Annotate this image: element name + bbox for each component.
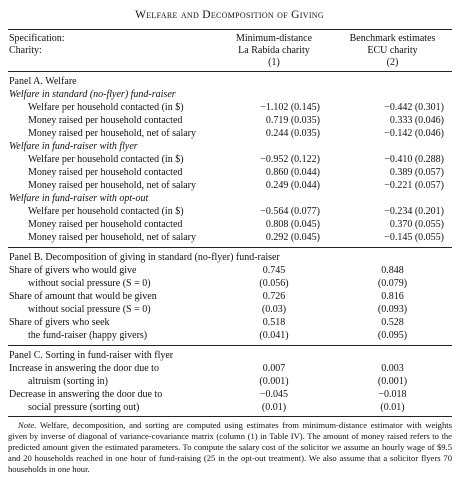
table-row: Money raised per household, net of salary 0.244 (0.035) −0.142 (0.046) bbox=[28, 128, 444, 139]
table-row: Money raised per household contacted 0.808 (0.045) 0.370 (0.055) bbox=[28, 219, 444, 230]
charity-label: Charity: bbox=[9, 45, 42, 56]
note-label: Note. bbox=[18, 420, 37, 430]
table-row: Money raised per household contacted 0.860 (0.044) 0.389 (0.057) bbox=[28, 167, 444, 178]
col1-header-num: (1) bbox=[268, 57, 280, 68]
panel-b-title: Panel B. Decomposition of giving in standard (no-flyer) fund-raiser bbox=[9, 252, 280, 263]
spec-label: Specification: bbox=[9, 33, 65, 44]
table-row: Money raised per household contacted 0.719 (0.035) 0.333 (0.046) bbox=[28, 115, 444, 126]
table-row: Welfare per household contacted (in $) −1.102 (0.145) −0.442 (0.301) bbox=[28, 102, 444, 113]
header-rule bbox=[8, 71, 452, 72]
panel-a-group-heading: Welfare in fund-raiser with flyer bbox=[9, 141, 138, 152]
col1-header-line1: Minimum-distance bbox=[235, 33, 313, 44]
table-title: Welfare and Decomposition of Giving bbox=[135, 9, 324, 21]
table-row: Share of givers who would give 0.745 0.848 bbox=[9, 265, 404, 276]
table-row: Money raised per household, net of salary 0.249 (0.044) −0.221 (0.057) bbox=[28, 180, 444, 191]
col2-header-line1: Benchmark estimates bbox=[349, 33, 436, 44]
table-row: Share of amount that would be given 0.726 0.816 bbox=[9, 291, 404, 302]
col1-header-line2: La Rabida charity bbox=[238, 45, 310, 56]
table-row: altruism (sorting in) (0.001) (0.001) bbox=[28, 376, 408, 387]
top-rule bbox=[8, 29, 452, 30]
table-row: social pressure (sorting out) (0.01) (0.01) bbox=[28, 402, 405, 413]
table-row: Welfare per household contacted (in $) −0.952 (0.122) −0.410 (0.288) bbox=[28, 154, 444, 165]
table-row: Share of givers who seek 0.518 0.528 bbox=[9, 317, 404, 328]
col2-header-num: (2) bbox=[386, 57, 399, 68]
table-row: Money raised per household, net of salary 0.292 (0.045) −0.145 (0.055) bbox=[28, 232, 444, 243]
table-row: Decrease in answering the door due to −0.045 −0.018 bbox=[9, 389, 407, 400]
panel-a-rule bbox=[8, 247, 452, 248]
panel-a-title: Panel A. Welfare bbox=[9, 76, 77, 87]
table-note bbox=[8, 420, 452, 475]
table-row: Welfare per household contacted (in $) −0.564 (0.077) −0.234 (0.201) bbox=[28, 206, 444, 217]
col2-header-line2: ECU charity bbox=[367, 45, 418, 56]
panel-b-rule bbox=[8, 345, 452, 346]
panel-a-group-heading: Welfare in standard (no-flyer) fund-raiser bbox=[9, 89, 176, 100]
table-row: without social pressure (S = 0) (0.03) (0.093) bbox=[28, 304, 408, 315]
table-row: without social pressure (S = 0) (0.056) (0.079) bbox=[28, 278, 408, 289]
table-row: Increase in answering the door due to 0.007 0.003 bbox=[9, 363, 404, 374]
panel-c-title: Panel C. Sorting in fund-raiser with flyer bbox=[9, 350, 174, 361]
panel-a-group-heading: Welfare in fund-raiser with opt-out bbox=[9, 193, 149, 204]
note-text: Welfare, decomposition, and sorting are computed using estimates from minimum-distance estimator with weights given by inverse of diagonal of variance-covariance matrix (column (1) in Table IV). The amount of money raised refers to the predicted amount given the estimated parameters. To compute the salary cost of the solicitor we assume an hourly wage of $9.5 and 20 households reached in one hour of fund-raising (25 in the opt-out treatment). We also assume that a solicitor flyers 70 households in one hour. bbox=[8, 420, 452, 475]
table-row: the fund-raiser (happy givers) (0.041) (0.095) bbox=[28, 330, 408, 341]
header-row-3 bbox=[0, 56, 459, 69]
bottom-rule bbox=[8, 416, 452, 417]
